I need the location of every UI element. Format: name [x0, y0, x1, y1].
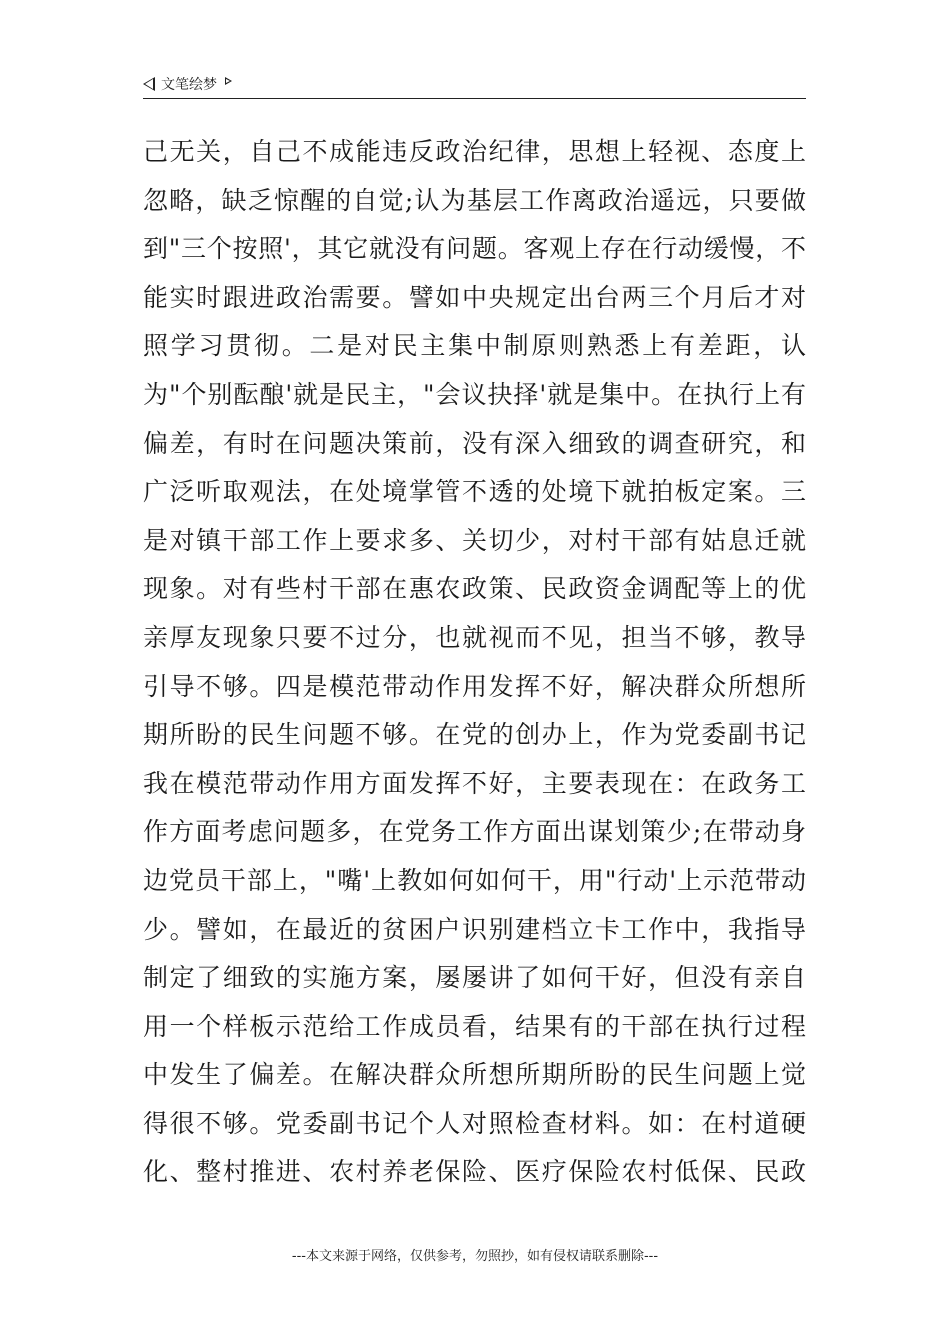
text-line: 少。譬如，在最近的贫困户识别建档立卡工作中，我指导 [143, 914, 806, 944]
text-line: 己无关，自己不成能违反政治纪律，思想上轻视、态度上 [143, 137, 806, 166]
header-title: 文笔绘梦 [161, 77, 217, 93]
page-header [143, 72, 806, 99]
text-line: 我在模范带动作用方面发挥不好，主要表现在：在政务工 [143, 768, 806, 798]
text-line: 是对镇干部工作上要求多、关切少，对村干部有姑息迁就 [143, 525, 806, 555]
text-line: 偏差，有时在问题决策前，没有深入细致的调查研究，和 [143, 428, 806, 458]
text-line: 作方面考虑问题多，在党务工作方面出谋划策少;在带动身 [143, 817, 806, 847]
text-line: 照学习贯彻。二是对民主集中制原则熟悉上有差距，认 [143, 331, 806, 361]
text-line: 为"个别酝酿'就是民主，"会议抉择'就是集中。在执行上有 [143, 379, 806, 409]
text-line: 用一个样板示范给工作成员看，结果有的干部在执行过程 [143, 1011, 806, 1041]
text-line: 现象。对有些村干部在惠农政策、民政资金调配等上的优 [143, 574, 806, 604]
header-brand [143, 74, 232, 94]
text-line: 得很不够。党委副书记个人对照检查材料。如：在村道硬 [143, 1108, 806, 1138]
page-footer: ---本文来源于网络，仅供参考，勿照抄，如有侵权请联系删除--- [291, 1249, 659, 1264]
text-line: 引导不够。四是模范带动作用发挥不好，解决群众所想所 [143, 671, 806, 701]
text-line: 到"三个按照'，其它就没有问题。客观上存在行动缓慢，不 [143, 234, 806, 264]
text-line: 制定了细致的实施方案，屡屡讲了如何干好，但没有亲自 [143, 963, 806, 993]
text-line: 期所盼的民生问题不够。在党的创办上，作为党委副书记 [143, 720, 806, 750]
text-line: 能实时跟进政治需要。譬如中央规定出台两三个月后才对 [143, 282, 806, 312]
left-triangle-icon [143, 77, 155, 91]
right-triangle-icon [225, 77, 232, 85]
text-line: 忽略，缺乏惊醒的自觉;认为基层工作离政治遥远，只要做 [143, 185, 806, 215]
text-line: 化、整村推进、农村养老保险、医疗保险农村低保、民政 [143, 1157, 806, 1187]
text-line: 广泛听取观法，在处境掌管不透的处境下就拍板定案。三 [143, 477, 806, 507]
text-line: 边党员干部上，"嘴'上教如何如何干，用"行动'上示范带动 [143, 865, 806, 895]
text-line: 亲厚友现象只要不过分，也就视而不见，担当不够，教导 [143, 622, 806, 652]
text-line: 中发生了偏差。在解决群众所想所期所盼的民生问题上觉 [143, 1060, 806, 1090]
document-body [143, 128, 806, 1197]
